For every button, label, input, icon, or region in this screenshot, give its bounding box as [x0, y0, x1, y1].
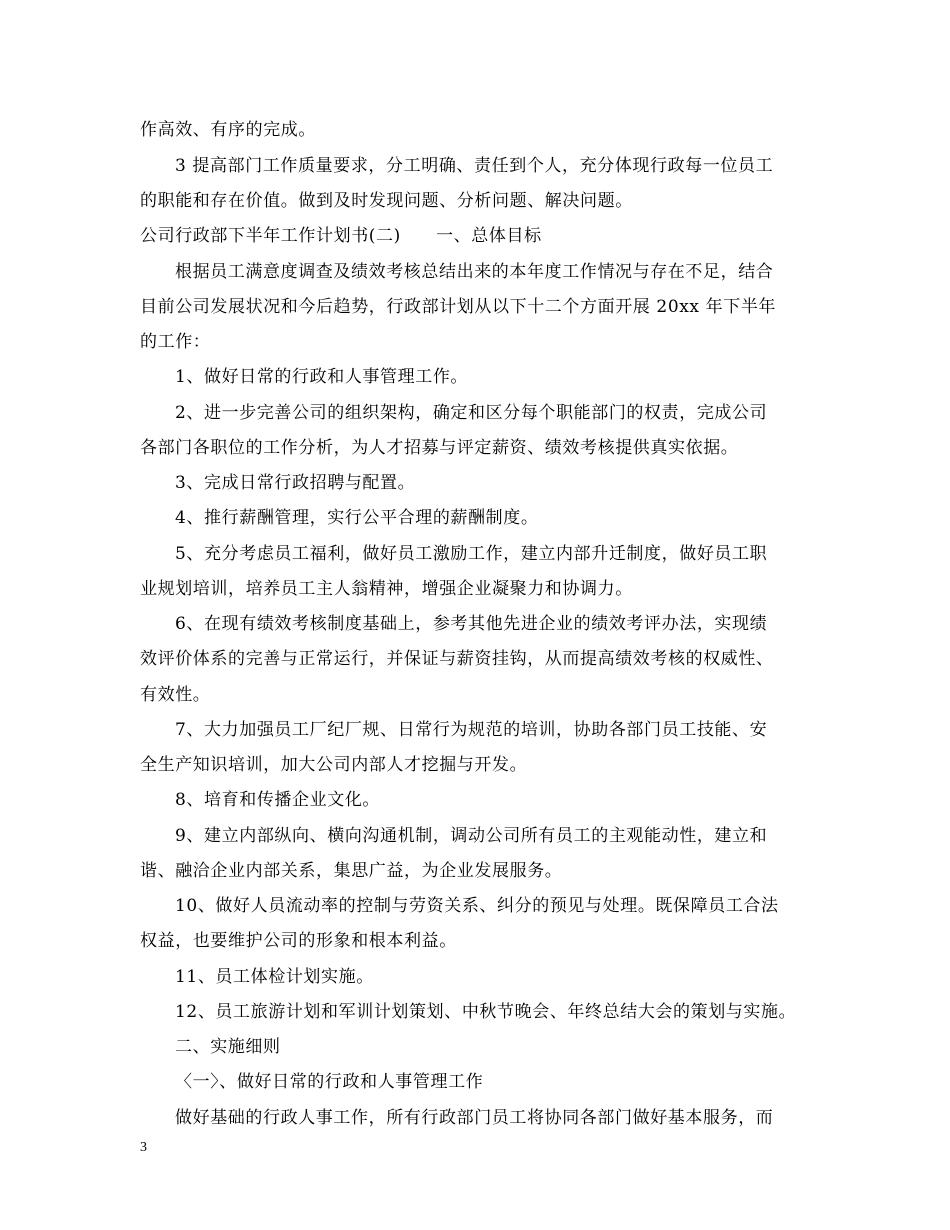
section-heading: 公司行政部下半年工作计划书(二) 一、总体目标 [140, 226, 542, 246]
text-line: 全生产知识培训，加大公司内部人才挖掘与开发。 [140, 755, 528, 775]
text-line: 目前公司发展状况和今后趋势，行政部计划从以下十二个方面开展 20xx 年下半年 [140, 297, 777, 317]
list-item: 2、进一步完善公司的组织架构，确定和区分每个职能部门的权责，完成公司 [175, 403, 768, 423]
list-item: 6、在现有绩效考核制度基础上，参考其他先进企业的绩效考评办法，实现绩 [175, 614, 768, 634]
text-line: 各部门各职位的工作分析，为人才招募与评定薪资、绩效考核提供真实依据。 [140, 438, 739, 458]
text-line: 根据员工满意度调查及绩效考核总结出来的本年度工作情况与存在不足，结合 [175, 262, 774, 282]
subsection-heading: 〈一〉、做好日常的行政和人事管理工作 [175, 1072, 484, 1092]
text-line: 的职能和存在价值。做到及时发现问题、分析问题、解决问题。 [140, 191, 633, 211]
page-number: 3 [140, 1140, 147, 1155]
text-line: 效评价体系的完善与正常运行，并保证与薪资挂钩，从而提高绩效考核的权威性、 [140, 649, 774, 669]
list-item: 5、充分考虑员工福利，做好员工激励工作，建立内部升迁制度，做好员工职 [175, 544, 768, 564]
section-heading: 二、实施细则 [175, 1037, 281, 1057]
list-item: 11、员工体检计划实施。 [175, 967, 374, 987]
text-line: 3 提高部门工作质量要求，分工明确、责任到个人，充分体现行政每一位员工 [175, 156, 774, 176]
text-line: 作高效、有序的完成。 [140, 120, 316, 140]
list-item: 4、推行薪酬管理，实行公平合理的薪酬制度。 [175, 508, 539, 528]
text-line: 做好基础的行政人事工作，所有行政部门员工将协同各部门做好基本服务，而 [175, 1108, 774, 1128]
text-line: 权益，也要维护公司的形象和根本利益。 [140, 931, 457, 951]
text-line: 的工作： [140, 332, 211, 352]
list-item: 9、建立内部纵向、横向沟通机制，调动公司所有员工的主观能动性，建立和 [175, 826, 768, 846]
list-item: 8、培育和传播企业文化。 [175, 790, 381, 810]
list-item: 10、做好人员流动率的控制与劳资关系、纠分的预见与处理。既保障员工合法 [175, 896, 779, 916]
text-line: 业规划培训，培养员工主人翁精神，增强企业凝聚力和协调力。 [140, 579, 633, 599]
list-item: 12、员工旅游计划和军训计划策划、中秋节晚会、年终总结大会的策划与实施。 [175, 1002, 797, 1022]
list-item: 1、做好日常的行政和人事管理工作。 [175, 367, 469, 387]
list-item: 3、完成日常行政招聘与配置。 [175, 473, 416, 493]
list-item: 7、大力加强员工厂纪厂规、日常行为规范的培训，协助各部门员工技能、安 [175, 720, 768, 740]
text-line: 谐、融洽企业内部关系，集思广益，为企业发展服务。 [140, 861, 563, 881]
text-line: 有效性。 [140, 685, 211, 705]
